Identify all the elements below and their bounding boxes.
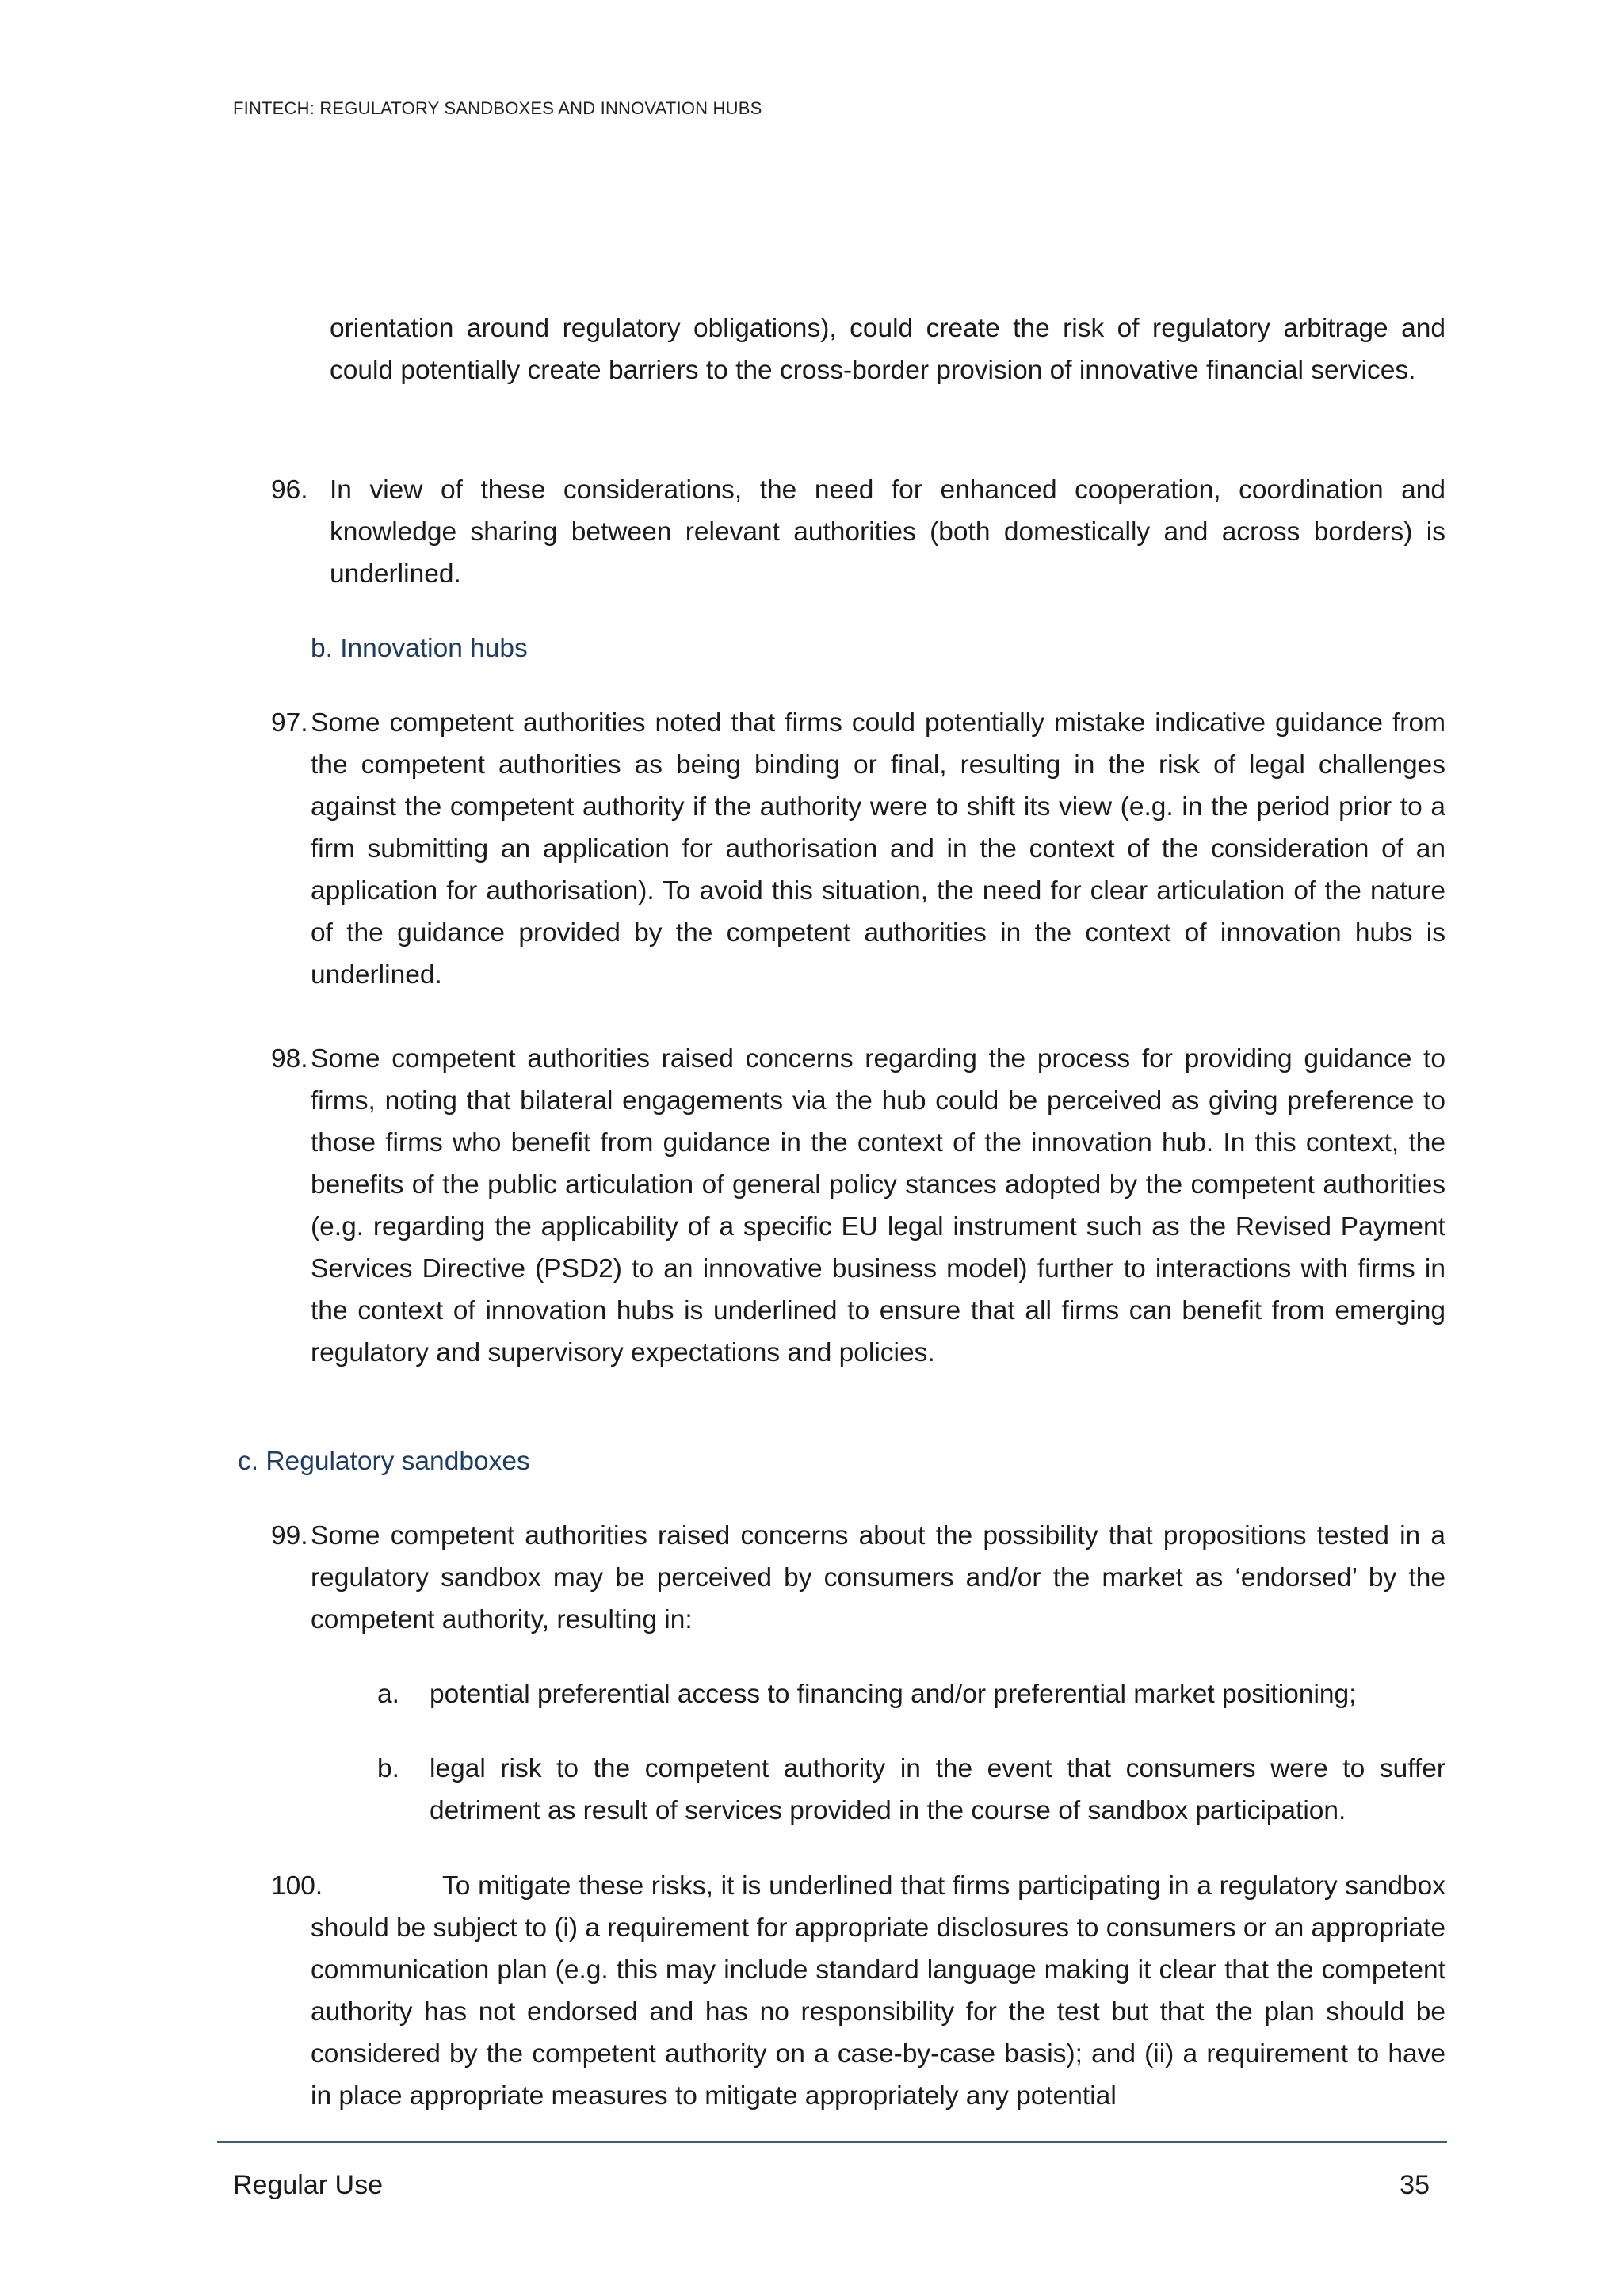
paragraph-number-100: 100. [271, 1871, 323, 1901]
list-item: legal risk to the competent authority in the event that consumers were to suffer detriment as result of services provided in the course of sandbox participation. [430, 1754, 1445, 1825]
page-number: 35 [1400, 2170, 1430, 2200]
paragraph-number-99: 99. [271, 1521, 308, 1550]
paragraph-97: Some competent authorities noted that firms could potentially mistake indicative guidance from the competent authorities as being binding or final, resulting in the risk of legal challenges against the competent authority if the authority were to shift its view (e.g. in the period prior to a firm submitting an application for authorisation and in the context of the consideration of an application for authorisation). To avoid this situation, the need for clear articulation of the nature of the guidance provided by the competent authorities in the context of innovation hubs is underlined. [311, 708, 1445, 990]
running-header: FINTECH: REGULATORY SANDBOXES AND INNOVATION HUBS [233, 98, 762, 118]
list-item: potential preferential access to financing and/or preferential market positioning; [430, 1680, 1357, 1709]
paragraph-96: In view of these considerations, the need for enhanced cooperation, coordination and knowledge sharing between relevant authorities (both domestically and across borders) is underlined. [330, 475, 1445, 589]
paragraph-number-96: 96. [271, 475, 308, 505]
paragraph-99: Some competent authorities raised concerns about the possibility that propositions tested in a regulatory sandbox may be perceived by consumers and/or the market as ‘endorsed’ by the competent authority, resulting in: [311, 1521, 1445, 1634]
footer-classification: Regular Use [233, 2170, 383, 2200]
section-heading-regulatory-sandboxes: c. Regulatory sandboxes [238, 1447, 530, 1476]
list-item-letter: b. [377, 1754, 399, 1783]
footer-divider [217, 2141, 1447, 2143]
paragraph-number-97: 97. [271, 708, 308, 738]
paragraph-number-98: 98. [271, 1044, 308, 1074]
paragraph-95-continued: orientation around regulatory obligations), could create the risk of regulatory arbitrage and could potentially create barriers to the cross-border provision of innovative financial services. [330, 314, 1445, 385]
section-heading-innovation-hubs: b. Innovation hubs [311, 634, 528, 663]
paragraph-98: Some competent authorities raised concerns regarding the process for providing guidance to firms, noting that bilateral engagements via the hub could be perceived as giving preference to those firms who benefit from guidance in the context of the innovation hub. In this context, the benefits of the public articulation of general policy stances adopted by the competent authorities (e.g. regarding the applicability of a specific EU legal instrument such as the Revised Payment Services Directive (PSD2) to an innovative business model) further to interactions with firms in the context of innovation hubs is underlined to ensure that all firms can benefit from emerging regulatory and supervisory expectations and policies. [311, 1044, 1445, 1367]
paragraph-100: To mitigate these risks, it is underlined that firms participating in a regulatory sandbox should be subject to (i) a requirement for appropriate disclosures to consumers or an appropriate communication plan (e.g. this may include standard language making it clear that the competent authority has not endorsed and has no responsibility for the test but that the plan should be considered by the competent authority on a case-by-case basis); and (ii) a requirement to have in place appropriate measures to mitigate appropriately any potential [311, 1871, 1445, 2111]
list-item-letter: a. [377, 1680, 399, 1709]
